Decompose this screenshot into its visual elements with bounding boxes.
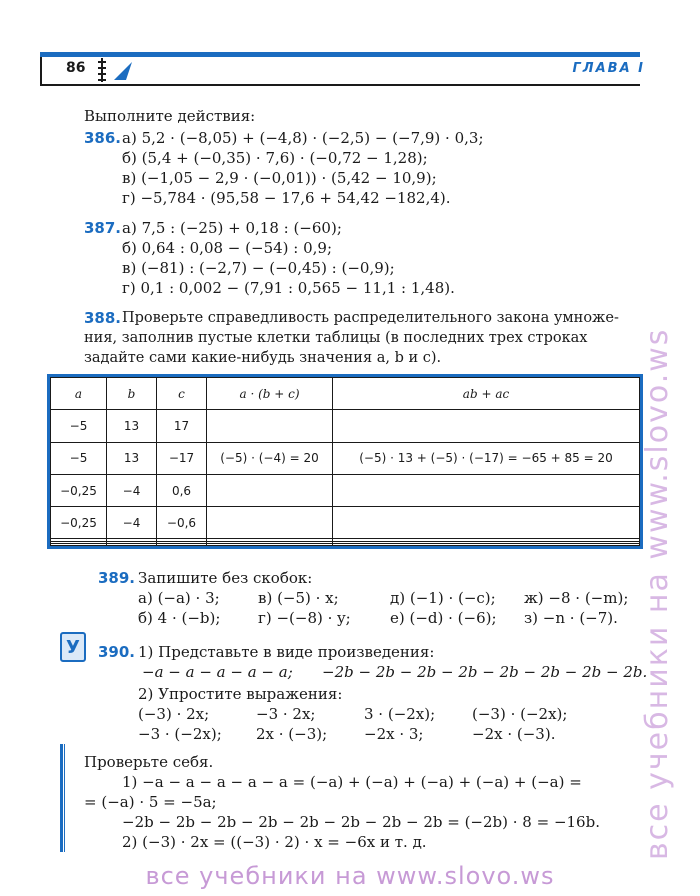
table-cell: −0,25 — [51, 507, 107, 539]
exercise-390-number: 390. — [98, 643, 136, 661]
exercise-390-item: −3 · 2x; — [256, 705, 316, 723]
table-cell: 0,6 — [157, 474, 207, 506]
side-watermark: все учебники на www.slovo.ws — [640, 327, 675, 860]
table-cell: −4 — [107, 507, 157, 539]
table-cell — [207, 507, 333, 539]
exercise-390-item: (−3) · 2x; — [138, 705, 210, 723]
check-line: −2b − 2b − 2b − 2b − 2b − 2b − 2b − 2b = (−2b) · 8 = −16b. — [122, 813, 600, 831]
exercise-387-line: б) 0,64 : 0,08 − (−54) : 0,9; — [122, 239, 332, 257]
check-line: = (−a) · 5 = −5a; — [84, 793, 217, 811]
table-cell — [207, 474, 333, 506]
exercise-388-line: Проверьте справедливость распределительного закона умноже- — [122, 310, 619, 326]
distributive-table — [47, 374, 643, 549]
table-cell: 13 — [107, 442, 157, 474]
exercise-386-line: а) 5,2 · (−8,05) + (−4,8) · (−2,5) − (−7,9) · 0,3; — [122, 129, 484, 147]
exercise-389-item: б) 4 · (−b); — [138, 609, 221, 627]
table-cell: −5 — [51, 442, 107, 474]
page-spiral-icon — [92, 54, 142, 86]
table-cell: −5 — [51, 410, 107, 442]
exercise-389-item: е) (−d) · (−6); — [390, 609, 497, 627]
exercise-390-item: (−3) · (−2x); — [472, 705, 568, 723]
table-cell — [51, 543, 107, 545]
table-cell: −17 — [157, 442, 207, 474]
table-header-cell: a — [51, 378, 107, 410]
exercise-390-item: −2x · 3; — [364, 725, 424, 743]
table-cell — [207, 410, 333, 442]
table-header-row — [51, 378, 640, 410]
exercise-386-number: 386. — [84, 129, 122, 147]
exercise-389-item: а) (−a) · 3; — [138, 589, 220, 607]
chapter-title: ГЛАВА I — [572, 61, 645, 76]
page-number: 86 — [66, 60, 86, 76]
table-header-cell: c — [157, 378, 207, 410]
table-cell — [333, 410, 640, 442]
exercise-389-item: г) −(−8) · y; — [258, 609, 351, 627]
table-cell — [333, 474, 640, 506]
check-section-bar — [60, 744, 63, 852]
table-cell — [207, 543, 333, 545]
table-header-cell: ab + ac — [333, 378, 640, 410]
exercise-389-item: д) (−1) · (−c); — [390, 589, 496, 607]
table-cell: (−5) · (−4) = 20 — [207, 442, 333, 474]
exercise-388-line: ния, заполнив пустые клетки таблицы (в последних трех строках — [84, 330, 588, 346]
exercise-390-line: −2b − 2b − 2b − 2b − 2b − 2b − 2b − 2b. — [322, 663, 648, 681]
check-section-bar-thin — [64, 744, 65, 852]
exercise-389-title: Запишите без скобок: — [138, 569, 313, 587]
exercise-390-item: 3 · (−2x); — [364, 705, 436, 723]
table-cell: 17 — [157, 410, 207, 442]
exercise-388-number: 388. — [84, 309, 122, 327]
exercise-390-line: 2) Упростите выражения: — [138, 685, 343, 703]
exercise-386-line: в) (−1,05 − 2,9 · (−0,01)) · (5,42 − 10,9); — [122, 169, 437, 187]
exercise-390-line: −a − a − a − a − a; — [142, 663, 293, 681]
table-cell: −0,6 — [157, 507, 207, 539]
exercise-390-item: −2x · (−3). — [472, 725, 556, 743]
exercise-390-item: −3 · (−2x); — [138, 725, 222, 743]
table-row — [51, 442, 640, 474]
table-header-cell: b — [107, 378, 157, 410]
bottom-watermark: все учебники на www.slovo.ws — [145, 862, 555, 890]
exercise-386-line: г) −5,784 · (95,58 − 17,6 + 54,42 −182,4). — [122, 189, 451, 207]
notebook-icon: У — [60, 632, 86, 662]
exercise-387-number: 387. — [84, 219, 122, 237]
table-cell — [157, 543, 207, 545]
exercise-390-line: 1) Представьте в виде произведения: — [138, 643, 435, 661]
exercise-389-item: ж) −8 · (−m); — [524, 589, 629, 607]
table-cell — [333, 543, 640, 545]
exercise-389-item: в) (−5) · x; — [258, 589, 339, 607]
table-header-cell: a · (b + c) — [207, 378, 333, 410]
table-row — [51, 410, 640, 442]
exercise-388-line: задайте сами какие-нибудь значения a, b и c). — [84, 350, 442, 366]
intro-text: Выполните действия: — [84, 107, 256, 125]
table-cell — [107, 543, 157, 545]
check-line: 1) −a − a − a − a − a = (−a) + (−a) + (−a) + (−a) + (−a) = — [122, 773, 582, 791]
table-cell: (−5) · 13 + (−5) · (−17) = −65 + 85 = 20 — [333, 442, 640, 474]
table-row — [51, 543, 640, 545]
exercise-387-line: в) (−81) : (−2,7) − (−0,45) : (−0,9); — [122, 259, 395, 277]
table-cell: −4 — [107, 474, 157, 506]
table-cell — [333, 507, 640, 539]
table-cell: −0,25 — [51, 474, 107, 506]
exercise-390-item: 2x · (−3); — [256, 725, 328, 743]
table-row — [51, 474, 640, 506]
exercise-389-item: з) −n · (−7). — [524, 609, 618, 627]
exercise-386-line: б) (5,4 + (−0,35) · 7,6) · (−0,72 − 1,28); — [122, 149, 428, 167]
exercise-387-line: г) 0,1 : 0,002 − (7,91 : 0,565 − 11,1 : 1,48). — [122, 279, 455, 297]
table-cell: 13 — [107, 410, 157, 442]
exercise-387-line: а) 7,5 : (−25) + 0,18 : (−60); — [122, 219, 342, 237]
check-line: 2) (−3) · 2x = ((−3) · 2) · x = −6x и т. д. — [122, 833, 427, 851]
table-row — [51, 507, 640, 539]
exercise-389-number: 389. — [98, 569, 136, 587]
check-title: Проверьте себя. — [84, 753, 214, 771]
